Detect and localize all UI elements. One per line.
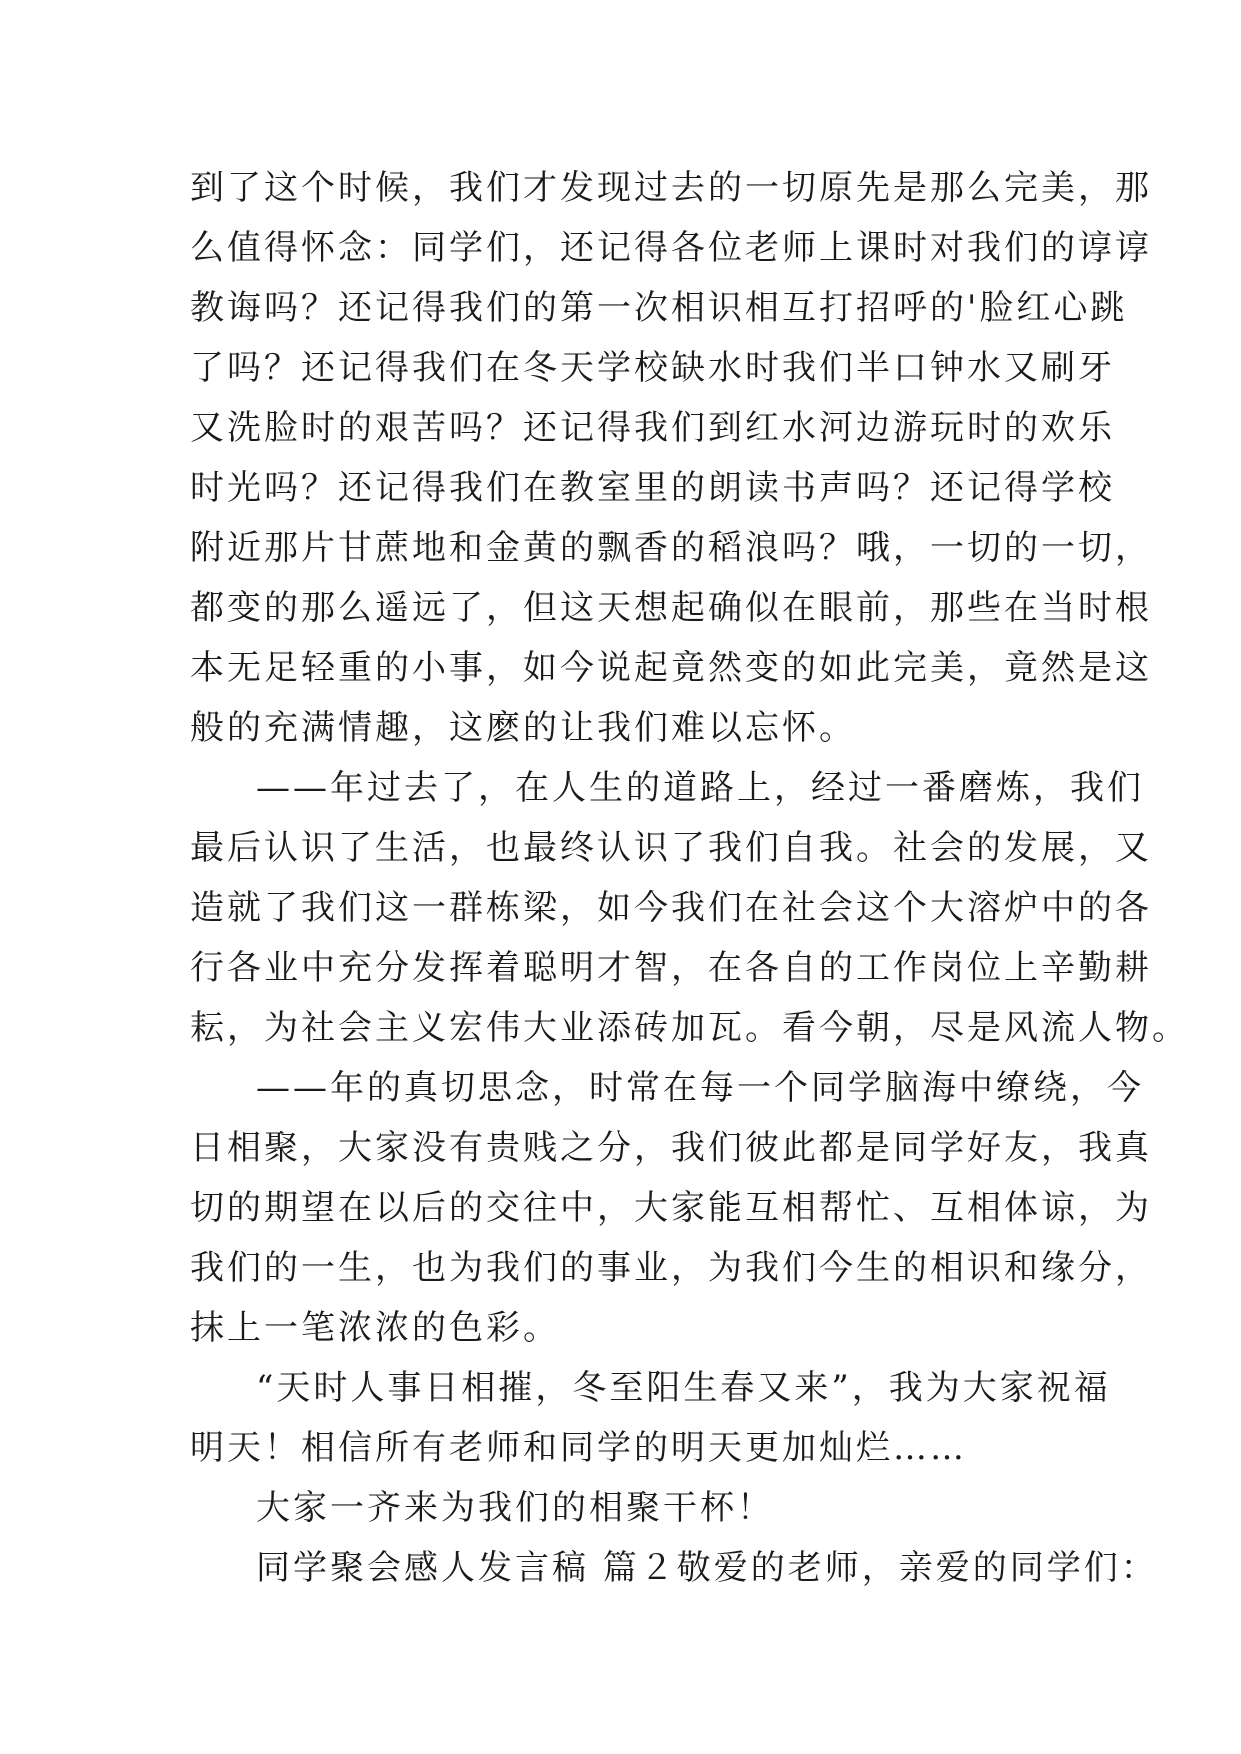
paragraph-3-line: 日相聚，大家没有贵贱之分，我们彼此都是同学好友，我真	[190, 1128, 1152, 1168]
paragraph-3-line: 切的期望在以后的交往中，大家能互相帮忙、互相体谅，为	[190, 1188, 1152, 1228]
paragraph-2-line: ——年过去了，在人生的道路上，经过一番磨炼，我们	[256, 768, 1144, 808]
paragraph-4-line: 明天！相信所有老师和同学的明天更加灿烂……	[190, 1428, 967, 1468]
paragraph-1-line: 本无足轻重的小事，如今说起竟然变的如此完美，竟然是这	[190, 648, 1152, 688]
paragraph-1-line: 了吗？还记得我们在冬天学校缺水时我们半口钟水又刷牙	[190, 348, 1115, 388]
paragraph-2-line: 造就了我们这一群栋梁，如今我们在社会这个大溶炉中的各	[190, 888, 1152, 928]
paragraph-1-line: 到了这个时候，我们才发现过去的一切原先是那么完美，那	[190, 168, 1152, 208]
paragraph-1-line: 教诲吗？还记得我们的第一次相识相互打招呼的'脸红心跳	[190, 288, 1128, 328]
paragraph-2-line: 最后认识了生活，也最终认识了我们自我。社会的发展，又	[190, 828, 1152, 868]
paragraph-1-line: 附近那片甘蔗地和金黄的飘香的稻浪吗？哦，一切的一切，	[190, 528, 1152, 568]
paragraph-1-line: 都变的那么遥远了，但这天想起确似在眼前，那些在当时根	[190, 588, 1152, 628]
paragraph-2-line: 耘，为社会主义宏伟大业添砖加瓦。看今朝，尽是风流人物。	[190, 1008, 1189, 1048]
body-text	[190, 158, 1189, 1598]
paragraph-1-line: 般的充满情趣，这麽的让我们难以忘怀。	[190, 708, 856, 748]
paragraph-5-line: 大家一齐来为我们的相聚干杯！	[256, 1488, 774, 1528]
paragraph-4-line: “天时人事日相摧，冬至阳生春又来”，我为大家祝福	[256, 1368, 1111, 1408]
paragraph-3-line: ——年的真切思念，时常在每一个同学脑海中缭绕，今	[256, 1068, 1144, 1108]
paragraph-1-line: 时光吗？还记得我们在教室里的朗读书声吗？还记得学校	[190, 468, 1115, 508]
paragraph-2-line: 行各业中充分发挥着聪明才智，在各自的工作岗位上辛勤耕	[190, 948, 1152, 988]
paragraph-3-line: 我们的一生，也为我们的事业，为我们今生的相识和缘分，	[190, 1248, 1152, 1288]
paragraph-1-line: 么值得怀念：同学们，还记得各位老师上课时对我们的谆谆	[190, 228, 1152, 268]
paragraph-3-line: 抹上一笔浓浓的色彩。	[190, 1308, 560, 1348]
paragraph-1-line: 又洗脸时的艰苦吗？还记得我们到红水河边游玩时的欢乐	[190, 408, 1115, 448]
section-heading-line: 同学聚会感人发言稿 篇２敬爱的老师，亲爱的同学们：	[256, 1548, 1158, 1588]
